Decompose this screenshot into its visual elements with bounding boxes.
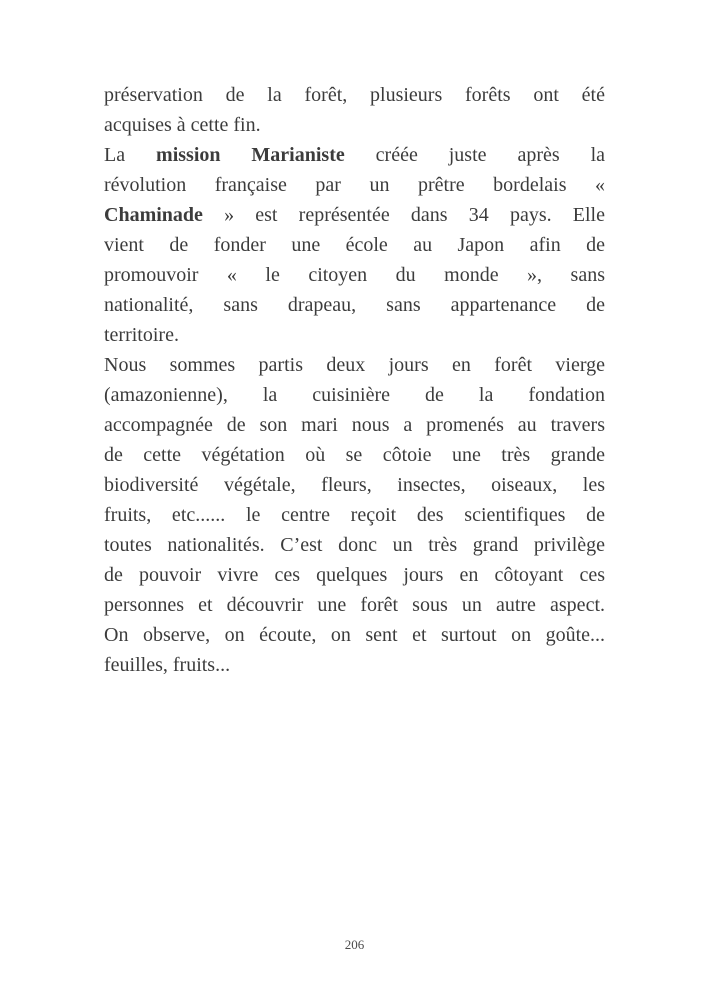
text-line [104, 500, 605, 530]
text-line [104, 410, 605, 440]
text-segment: On observe, on écoute, on sent et surtout on goûte... [104, 624, 605, 646]
text-line [104, 110, 605, 140]
text-segment: fruits, etc...... le centre reçoit des scientifiques de [104, 504, 605, 526]
text-line [104, 350, 605, 380]
text-segment: biodiversité végétale, fleurs, insectes, oiseaux, les [104, 474, 605, 496]
text-segment: vient de fonder une école au Japon afin de [104, 234, 605, 256]
text-line [104, 590, 605, 620]
text-segment: de pouvoir vivre ces quelques jours en côtoyant ces [104, 564, 605, 586]
bold-text-segment: Chaminade [104, 204, 203, 226]
bold-text-segment: mission Marianiste [156, 144, 345, 166]
text-line [104, 620, 605, 650]
text-segment: nationalité, sans drapeau, sans appartenance de [104, 294, 605, 316]
text-line [104, 260, 605, 290]
text-segment: accompagnée de son mari nous a promenés au travers [104, 414, 605, 436]
text-segment: de cette végétation où se côtoie une très grande [104, 444, 605, 466]
text-segment: créée juste après la [344, 144, 606, 166]
text-segment: (amazonienne), la cuisinière de la fondation [104, 384, 605, 406]
text-segment: » est représentée dans 34 pays. Elle [202, 204, 605, 226]
text-line [104, 80, 605, 110]
text-segment: territoire. [104, 324, 179, 346]
text-line [104, 170, 605, 200]
text-line [104, 320, 605, 350]
text-segment: personnes et découvrir une forêt sous un autre aspect. [104, 594, 605, 616]
text-line [104, 230, 605, 260]
text-segment: révolution française par un prêtre bordelais « [104, 174, 605, 196]
text-line [104, 140, 605, 170]
text-segment: Nous sommes partis deux jours en forêt vierge [104, 354, 605, 376]
text-line [104, 440, 605, 470]
text-segment: promouvoir « le citoyen du monde », sans [104, 264, 605, 286]
text-line [104, 470, 605, 500]
text-line [104, 530, 605, 560]
text-segment: acquises à cette fin. [104, 114, 261, 136]
text-segment: feuilles, fruits... [104, 654, 231, 676]
text-segment: toutes nationalités. C’est donc un très grand privilège [104, 534, 605, 556]
text-line [104, 380, 605, 410]
page-number: 206 [344, 937, 365, 952]
text-segment: préservation de la forêt, plusieurs forêts ont été [104, 84, 605, 106]
text-line [104, 290, 605, 320]
text-line [104, 560, 605, 590]
text-segment: La [104, 144, 157, 166]
text-line [104, 650, 605, 680]
text-line [104, 200, 605, 230]
body-text [104, 80, 605, 680]
